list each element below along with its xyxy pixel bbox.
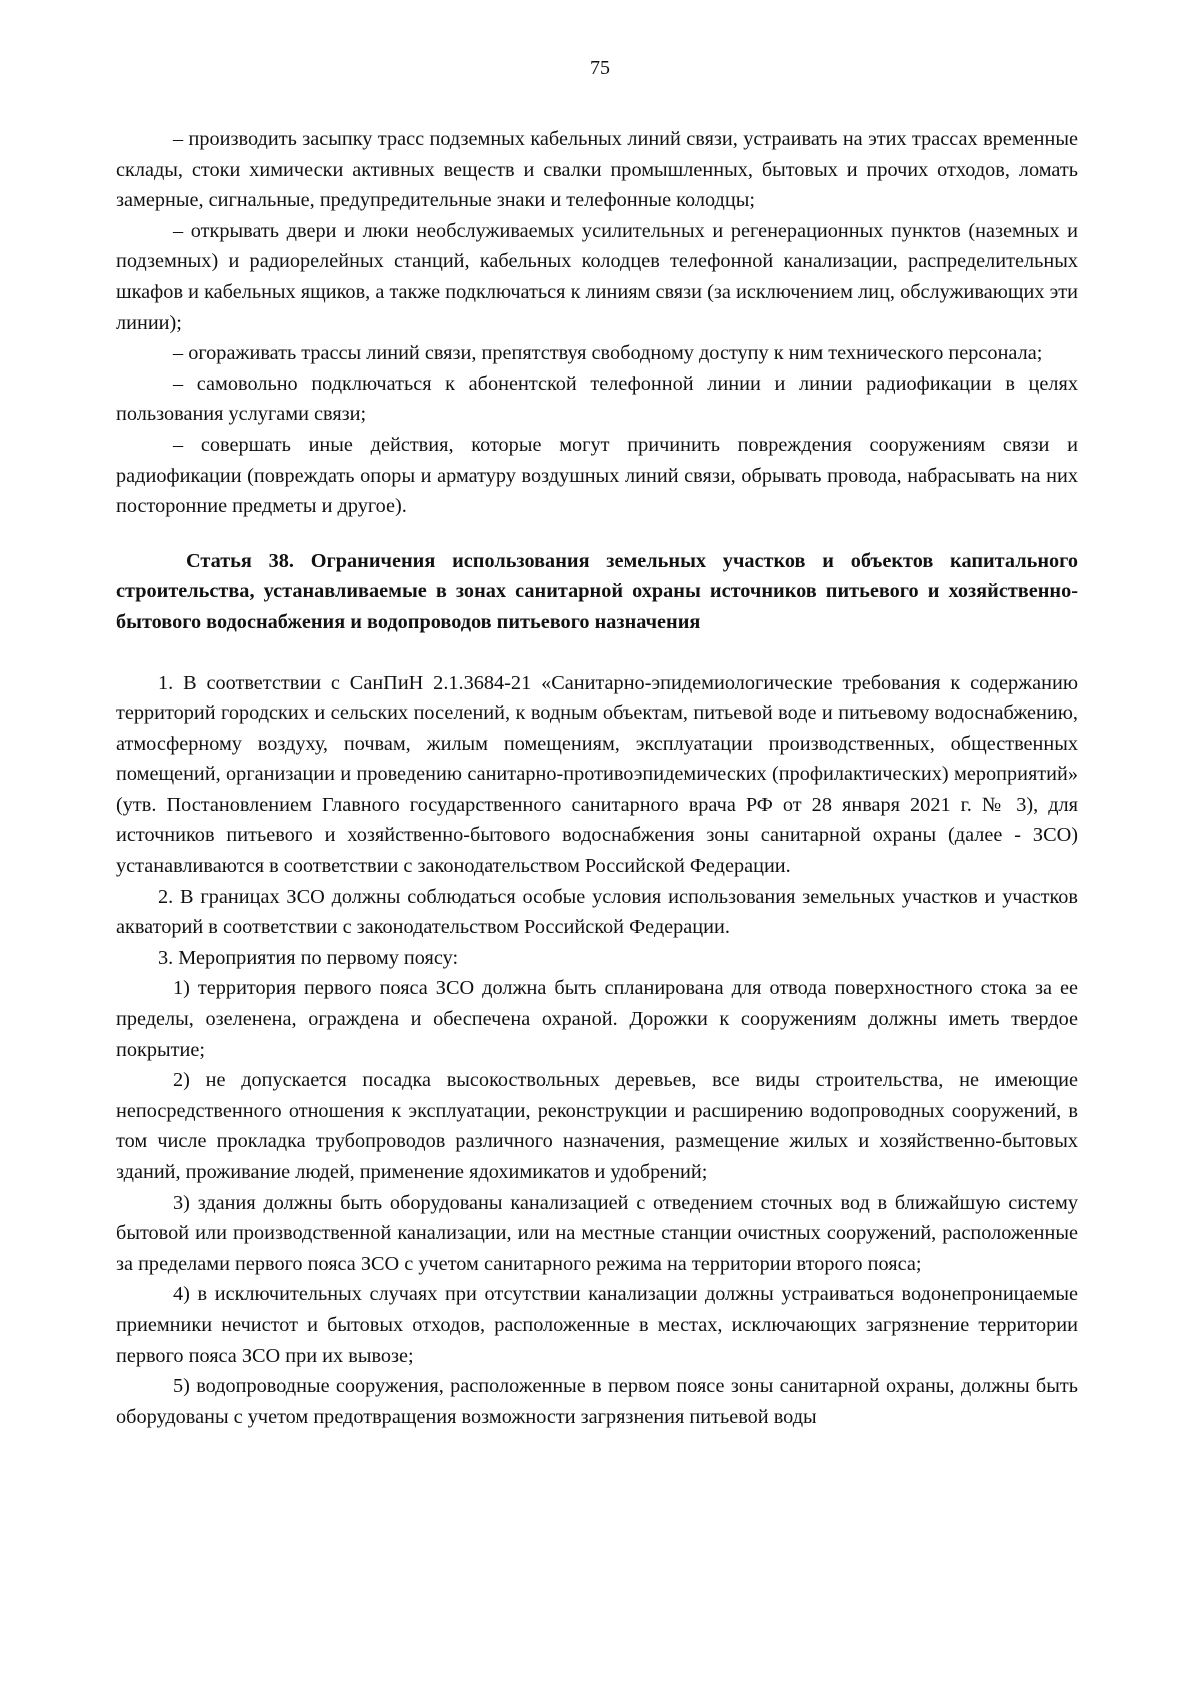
- article-heading: Статья 38. Ограничения использования земельных участков и объектов капитального строительства, устанавливаемые в зонах санитарной охраны источников питьевого и хозяйственно-бытового водоснабжения и водопроводов питьевого назначения: [116, 549, 1078, 633]
- sub-item: 1) территория первого пояса ЗСО должна быть спланирована для отвода поверхностного стока за ее пределы, озеленена, ограждена и обеспечена охраной. Дорожки к сооружениям должны иметь твердое покрытие;: [116, 977, 1078, 1061]
- list-item: – огораживать трассы линий связи, препятствуя свободному доступу к ним технического персонала;: [173, 342, 1043, 365]
- document-body: [116, 124, 1078, 1432]
- numbered-paragraph: 2. В границах ЗСО должны соблюдаться особые условия использования земельных участков и участков акваторий в соответствии с законодательством Российской Федерации.: [116, 885, 1078, 939]
- list-item: – открывать двери и люки необслуживаемых усилительных и регенерационных пунктов (наземных и подземных) и радиорелейных станций, кабельных колодцев телефонной канализации, распределительных шкафов и кабельных ящиков, а также подключаться к линиям связи (за исключением лиц, обслуживающих эти линии);: [116, 219, 1078, 334]
- sub-item: 2) не допускается посадка высокоствольных деревьев, все виды строительства, не имеющие непосредственного отношения к эксплуатации, реконструкции и расширению водопроводных сооружений, в том числе прокладка трубопроводов различного назначения, размещение жилых и хозяйственно-бытовых зданий, проживание людей, применение ядохимикатов и удобрений;: [116, 1069, 1078, 1183]
- sub-item: 5) водопроводные сооружения, расположенные в первом поясе зоны санитарной охраны, должны быть оборудованы с учетом предотвращения возможности загрязнения питьевой воды: [116, 1375, 1078, 1428]
- list-item: – производить засыпку трасс подземных кабельных линий связи, устраивать на этих трассах временные склады, стоки химически активных веществ и свалки промышленных, бытовых и прочих отходов, ломать замерные, сигнальные, предупредительные знаки и телефонные колодцы;: [116, 128, 1078, 212]
- sub-item: 4) в исключительных случаях при отсутствии канализации должны устраиваться водонепроницаемые приемники нечистот и бытовых отходов, расположенные в местах, исключающих загрязнение территории первого пояса ЗСО при их вывозе;: [116, 1283, 1078, 1367]
- numbered-paragraph: 1. В соответствии с СанПиН 2.1.3684-21 «Санитарно-эпидемиологические требования к содержанию территорий городских и сельских поселений, к водным объектам, питьевой воде и питьевому водоснабжению, атмосферному воздуху, почвам, жилым помещениям, эксплуатации производственных, общественных помещений, организации и проведению санитарно-противоэпидемических (профилактических) мероприятий» (утв. Постановлением Главного государственного санитарного врача РФ от 28 января 2021 г. № 3), для источников питьевого и хозяйственно-бытового водоснабжения зоны санитарной охраны (далее - ЗСО) устанавливаются в соответствии с законодательством Российской Федерации.: [116, 671, 1078, 878]
- list-item: – совершать иные действия, которые могут причинить повреждения сооружениям связи и радиофикации (повреждать опоры и арматуру воздушных линий связи, обрывать провода, набрасывать на них посторонние предметы и другое).: [116, 433, 1078, 518]
- list-item: – самовольно подключаться к абонентской телефонной линии и линии радиофикации в целях пользования услугами связи;: [116, 372, 1078, 426]
- page-number: 75: [590, 57, 610, 79]
- sub-item: 3) здания должны быть оборудованы канализацией с отведением сточных вод в ближайшую систему бытовой или производственной канализации, или на местные станции очистных сооружений, расположенные за пределами первого пояса ЗСО с учетом санитарного режима на территории второго пояса;: [116, 1191, 1078, 1275]
- numbered-paragraph: 3. Мероприятия по первому поясу:: [158, 946, 459, 969]
